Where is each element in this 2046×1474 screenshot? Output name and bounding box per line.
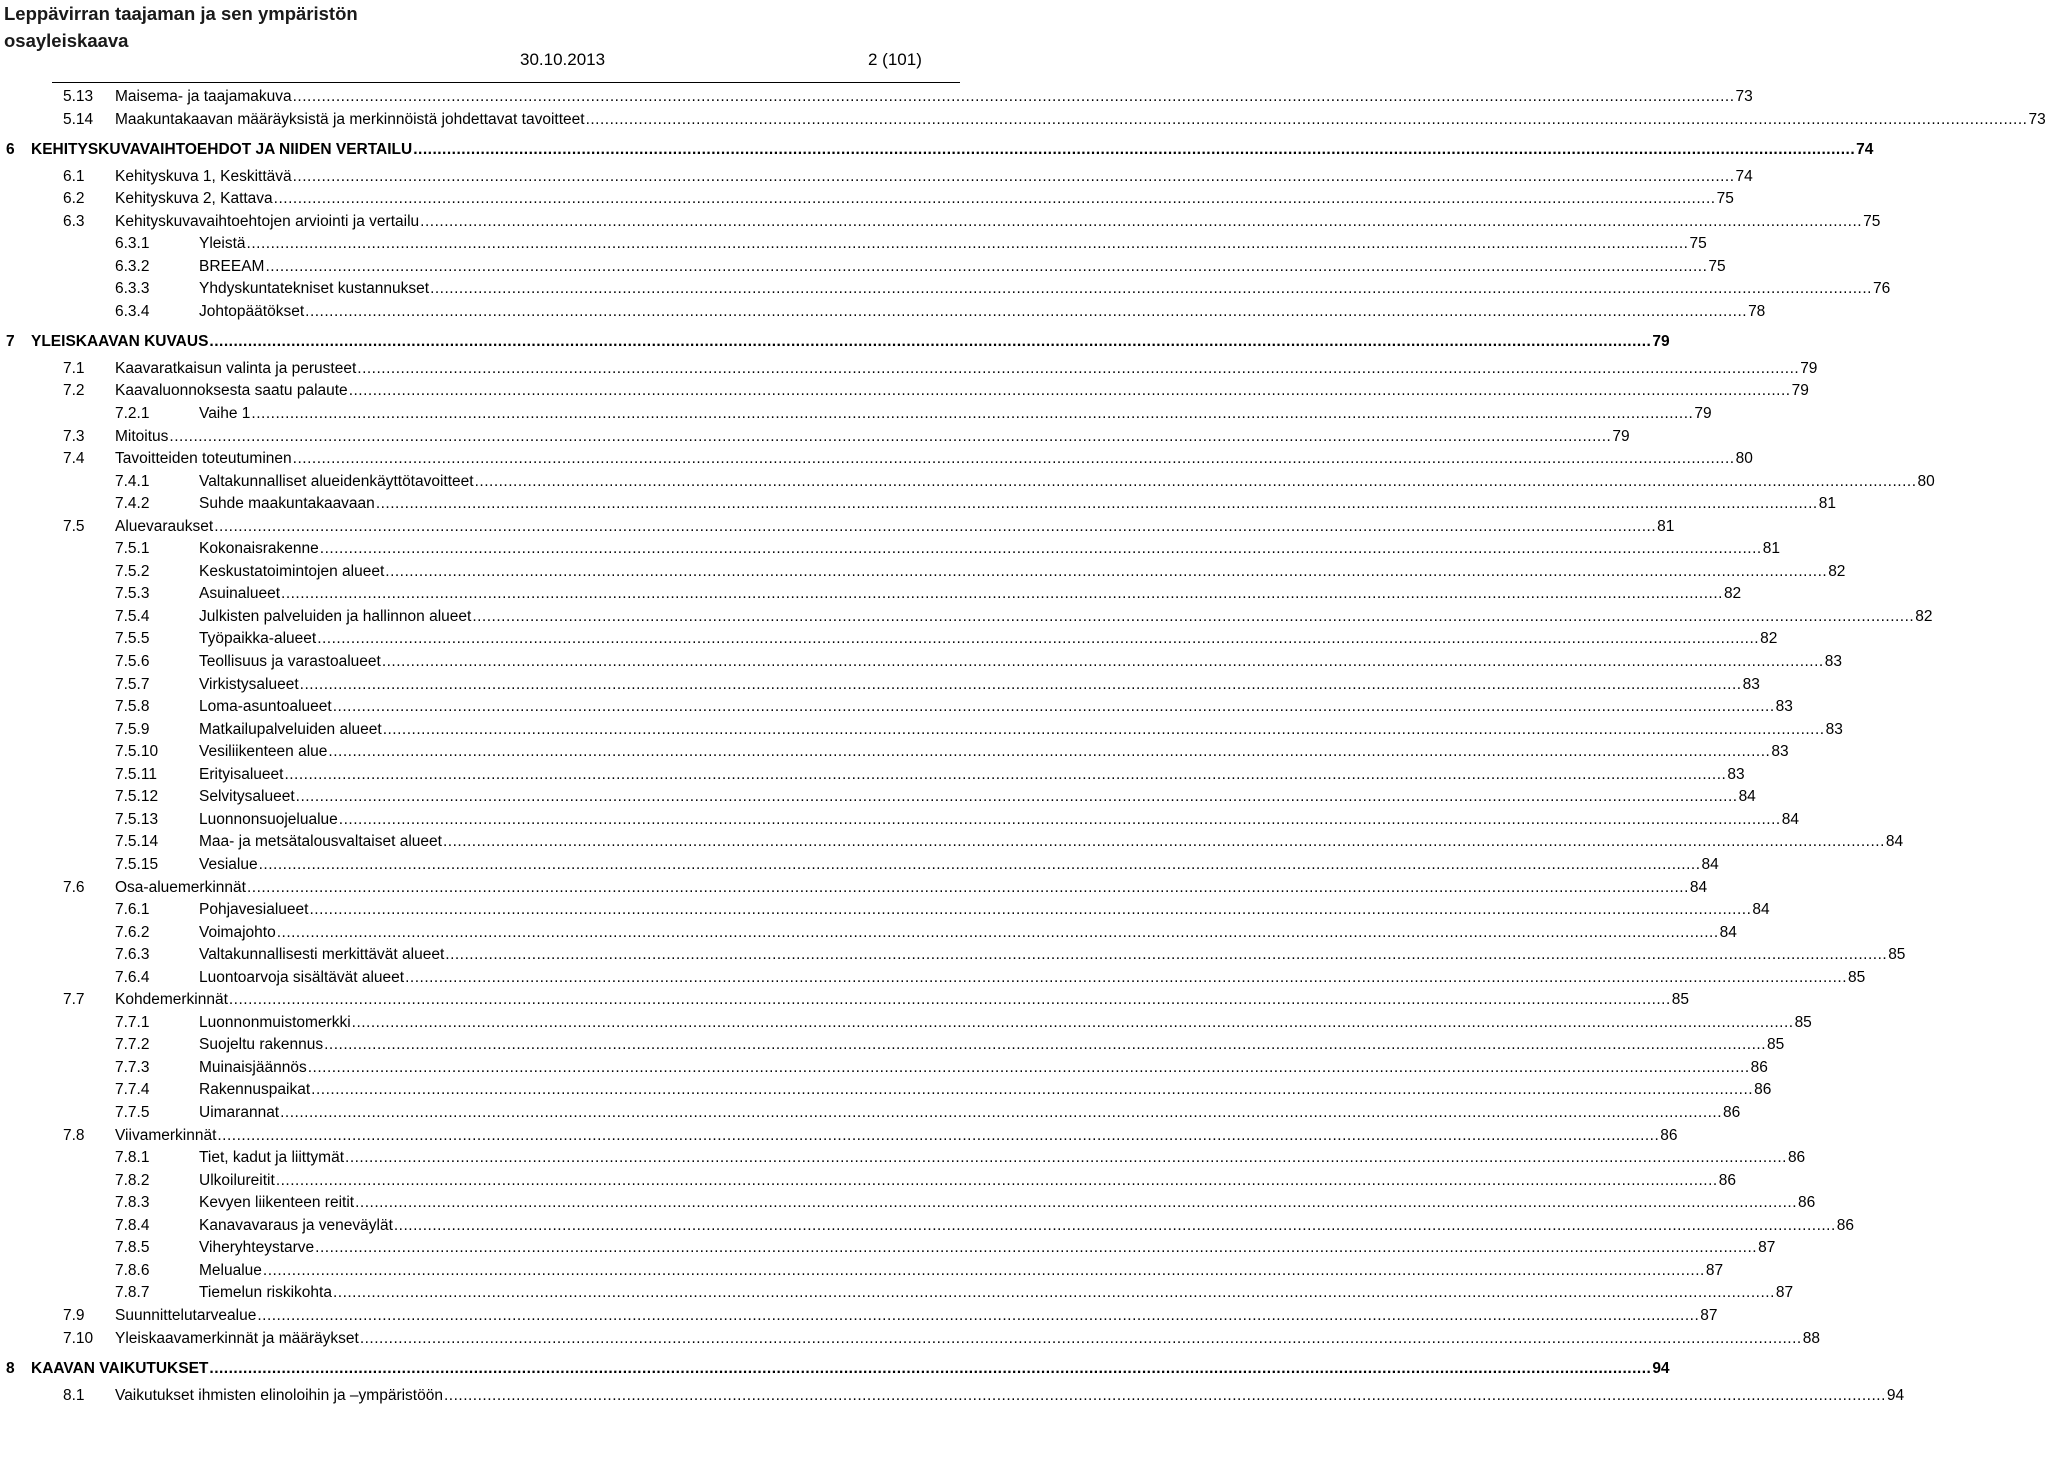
toc-entry[interactable] [0,1192,1816,1214]
toc-entry-label: Vesiliikenteen alue [199,741,328,763]
toc-entry[interactable] [0,233,1707,255]
toc-entry[interactable] [0,696,1793,718]
toc-entry-number: 7.9 [63,1306,85,1324]
toc-entry-number: 7.6 [63,878,85,896]
toc-entry[interactable] [0,989,1690,1011]
toc-leader-dots: ............................................................................................................................................................................................................................................................................................................ [472,607,1915,625]
toc-entry-number: 7.8.1 [115,1149,150,1167]
toc-entry-page: 80 [1917,471,1935,493]
toc-entry-number: 7.8.2 [115,1171,150,1189]
toc-leader-dots: ............................................................................................................................................................................................................................................................................................................ [217,1126,1660,1144]
toc-leader-dots: ............................................................................................................................................................................................................................................................................................................ [430,280,1872,298]
toc-entry-number: 6.1 [63,167,85,185]
toc-entry-label: Melualue [199,1260,263,1282]
toc-entry-page: 73 [1735,86,1753,108]
toc-entry[interactable] [0,516,1675,538]
toc-entry-page: 83 [1825,719,1843,741]
toc-entry-label: Suunnittelutarvealue [115,1305,257,1327]
toc-entry-number: 7.4.2 [115,495,150,513]
toc-leader-dots: ............................................................................................................................................................................................................................................................................................................ [315,1239,1758,1257]
toc-entry-label: Valtakunnalliset alueidenkäyttötavoitteet [199,471,475,493]
toc-entry-label: Viivamerkinnät [115,1125,217,1147]
toc-leader-dots: ............................................................................................................................................................................................................................................................................................................ [281,585,1723,603]
toc-leader-dots: ............................................................................................................................................................................................................................................................................................................ [375,495,1818,513]
toc-entry-number: 7.5.7 [115,675,150,693]
toc-entry-label: Luonnonsuojelualue [199,809,339,831]
toc-entry[interactable] [0,1328,1820,1350]
toc-entry[interactable] [0,944,1906,966]
toc-entry-page: 79 [1791,380,1809,402]
toc-entry-page: 87 [1705,1260,1723,1282]
toc-entry-label: Yhdyskuntatekniset kustannukset [199,278,430,300]
toc-entry[interactable] [0,301,1766,323]
toc-leader-dots: ............................................................................................................................................................................................................................................................................................................ [420,212,1863,230]
toc-entry[interactable] [0,809,1799,831]
toc-entry[interactable] [0,583,1742,605]
toc-entry-page: 83 [1770,741,1788,763]
toc-leader-dots: ............................................................................................................................................................................................................................................................................................................ [311,1081,1754,1099]
toc-entry-number: 7.2 [63,382,85,400]
toc-entry[interactable] [0,561,1846,583]
toc-entry-page: 86 [1797,1192,1815,1214]
toc-leader-dots: ............................................................................................................................................................................................................................................................................................................ [474,472,1917,490]
toc-leader-dots: ............................................................................................................................................................................................................................................................................................................ [262,1261,1705,1279]
toc-entry-number: 6.3 [63,212,85,230]
toc-leader-dots: ............................................................................................................................................................................................................................................................................................................ [209,333,1652,351]
header-divider [52,82,960,83]
toc-entry-label: Aluevaraukset [115,516,214,538]
toc-entry-number: 6.2 [63,190,85,208]
toc-entry-number: 5.14 [63,110,94,128]
toc-leader-dots: ............................................................................................................................................................................................................................................................................................................ [284,765,1727,783]
toc-entry-label: Yleistä [199,233,247,255]
toc-entry-label: Yleiskaavamerkinnät ja määräykset [115,1328,360,1350]
toc-entry-label: Viheryhteystarve [199,1237,315,1259]
toc-entry-label: Selvitysalueet [199,786,296,808]
toc-leader-dots: ............................................................................................................................................................................................................................................................................................................ [251,404,1694,422]
toc-leader-dots: ............................................................................................................................................................................................................................................................................................................ [585,110,2028,128]
toc-entry-page: 86 [1659,1125,1677,1147]
toc-entry[interactable] [0,211,1881,233]
toc-entry-label: Luontoarvoja sisältävät alueet [199,967,405,989]
toc-entry-label: Rakennuspaikat [199,1079,311,1101]
toc-entry-label: Muinaisjäännös [199,1057,308,1079]
toc-entry-page: 82 [1914,606,1932,628]
toc-entry-number: 6.3.3 [115,280,150,298]
toc-entry-number: 7.5.4 [115,607,150,625]
toc-entry[interactable] [0,764,1745,786]
toc-entry[interactable] [0,1147,1806,1169]
toc-leader-dots: ............................................................................................................................................................................................................................................................................................................ [357,359,1800,377]
toc-entry[interactable] [0,358,1818,380]
toc-entry-label: Kehityskuvavaihtoehtojen arviointi ja vertailu [115,211,420,233]
toc-leader-dots: ............................................................................................................................................................................................................................................................................................................ [169,427,1612,445]
toc-entry-label: Julkisten palveluiden ja hallinnon alueet [199,606,472,628]
toc-entry-label: Maa- ja metsätalousvaltaiset alueet [199,831,443,853]
toc-entry[interactable] [0,651,1842,673]
toc-leader-dots: ............................................................................................................................................................................................................................................................................................................ [385,562,1828,580]
toc-entry-page: 85 [1847,967,1865,989]
toc-entry-page: 75 [1716,188,1734,210]
toc-entry[interactable] [0,1215,1855,1237]
toc-entry-number: 7.7.4 [115,1081,150,1099]
toc-entry-page: 81 [1656,516,1674,538]
toc-entry-label: Suhde maakuntakaavaan [199,493,376,515]
toc-leader-dots: ............................................................................................................................................................................................................................................................................................................ [405,968,1848,986]
toc-leader-dots: ............................................................................................................................................................................................................................................................................................................ [257,1306,1700,1324]
toc-entry-number: 7.10 [63,1329,94,1347]
toc-entry-page: 79 [1693,403,1711,425]
toc-leader-dots: ............................................................................................................................................................................................................................................................................................................ [307,1058,1750,1076]
toc-entry-number: 5.13 [63,88,94,105]
toc-entry-page: 81 [1818,493,1836,515]
toc-entry-label: Kanavavaraus ja veneväylät [199,1215,394,1237]
toc-entry-label: Tavoitteiden toteutuminen [115,448,293,470]
toc-leader-dots: ............................................................................................................................................................................................................................................................................................................ [324,1036,1767,1054]
toc-entry-number: 7.8.4 [115,1216,150,1234]
toc-entry-page: 82 [1723,583,1741,605]
toc-leader-dots: ............................................................................................................................................................................................................................................................................................................ [275,1171,1718,1189]
toc-entry-number: 7.8.6 [115,1261,150,1279]
toc-entry-label: Kaavaratkaisun valinta ja perusteet [115,358,357,380]
toc-entry-label: Ulkoilureitit [199,1170,276,1192]
toc-leader-dots: ............................................................................................................................................................................................................................................................................................................ [209,1360,1652,1377]
toc-entry-number: 7.7.1 [115,1013,150,1031]
toc-entry-number: 7 [6,333,15,351]
toc-entry-number: 7.8.3 [115,1194,150,1212]
toc-entry[interactable] [0,426,1630,448]
toc-entry-label: Asuinalueet [199,583,281,605]
toc-entry[interactable] [0,538,1780,560]
toc-leader-dots: ............................................................................................................................................................................................................................................................................................................ [338,810,1781,828]
toc-entry-page: 85 [1887,944,1905,966]
toc-leader-dots: ............................................................................................................................................................................................................................................................................................................ [292,88,1735,105]
toc-entry-page: 83 [1775,696,1793,718]
toc-entry[interactable] [0,967,1866,989]
toc-leader-dots: ............................................................................................................................................................................................................................................................................................................ [309,901,1752,919]
toc-entry-page: 85 [1766,1034,1784,1056]
toc-entry-page: 75 [1862,211,1880,233]
toc-entry-label: Valtakunnallisesti merkittävät alueet [199,944,445,966]
toc-entry-number: 7.4 [63,450,85,468]
toc-entry-page: 94 [1886,1385,1904,1407]
toc-entry-number: 7.6.3 [115,946,150,964]
toc-entry[interactable] [0,1125,1678,1147]
toc-entry-label: Maakuntakaavan määräyksistä ja merkinnöistä johdettavat tavoitteet [115,109,586,131]
document-title-line1: Leppävirran taajaman ja sen ympäristön [4,3,358,24]
toc-entry[interactable] [0,1079,1772,1101]
toc-leader-dots: ............................................................................................................................................................................................................................................................................................................ [214,517,1657,535]
toc-leader-dots: ............................................................................................................................................................................................................................................................................................................ [445,946,1888,964]
toc-leader-dots: ............................................................................................................................................................................................................................................................................................................ [382,720,1825,738]
toc-leader-dots: ............................................................................................................................................................................................................................................................................................................ [280,1104,1723,1121]
toc-entry[interactable] [0,899,1770,921]
toc-leader-dots: ............................................................................................................................................................................................................................................................................................................ [292,450,1735,468]
toc-entry-page: 82 [1827,561,1845,583]
toc-entry-page: 83 [1726,764,1744,786]
toc-entry-page: 87 [1699,1305,1717,1327]
document-title [4,0,504,54]
toc-entry-number: 7.5.12 [115,788,159,806]
toc-entry-number: 8.1 [63,1386,85,1404]
toc-entry-number: 6.3.1 [115,235,150,253]
toc-entry-number: 7.5.2 [115,562,150,580]
toc-leader-dots: ............................................................................................................................................................................................................................................................................................................ [442,833,1885,851]
toc-entry-page: 74 [1855,139,1873,161]
page-number: 2 (101) [868,50,922,69]
toc-entry-number: 7.6.2 [115,923,150,941]
document-title-line2: osayleiskaava [4,30,129,51]
toc-entry-page: 87 [1757,1237,1775,1259]
toc-entry-page: 84 [1701,854,1719,876]
toc-entry[interactable] [0,1260,1724,1282]
toc-entry[interactable] [0,1237,1776,1259]
toc-entry-number: 6.3.4 [115,302,150,320]
toc-entry-page: 84 [1751,899,1769,921]
toc-entry-label: Matkailupalveluiden alueet [199,719,383,741]
toc-entry-label: Maisema- ja taajamakuva [115,86,293,108]
toc-entry[interactable] [0,188,1734,210]
toc-entry[interactable] [0,1385,1905,1407]
toc-entry-label: BREEAM [199,256,265,278]
toc-leader-dots: ............................................................................................................................................................................................................................................................................................................ [393,1216,1836,1234]
toc-entry-page: 78 [1747,301,1765,323]
toc-leader-dots: ............................................................................................................................................................................................................................................................................................................ [413,141,1856,159]
toc-entry-page: 88 [1802,1328,1820,1350]
toc-entry-label: Tiemelun riskikohta [199,1282,333,1304]
toc-leader-dots: ............................................................................................................................................................................................................................................................................................................ [443,1386,1886,1404]
toc-entry[interactable] [0,471,1935,493]
toc-entry-label: Osa-aluemerkinnät [115,877,247,899]
toc-entry-page: 73 [2027,109,2045,131]
toc-entry-page: 86 [1787,1147,1805,1169]
toc-entry-number: 7.7.3 [115,1058,150,1076]
toc-entry[interactable] [0,1034,1785,1056]
toc-entry-page: 82 [1759,628,1777,650]
toc-entry-label: Kehityskuva 1, Keskittävä [115,166,293,188]
toc-entry-number: 7.2.1 [115,404,150,422]
toc-entry-label: Kokonaisrakenne [199,538,320,560]
toc-leader-dots: ............................................................................................................................................................................................................................................................................................................ [292,167,1735,185]
toc-leader-dots: ............................................................................................................................................................................................................................................................................................................ [295,788,1738,806]
toc-entry[interactable] [0,674,1760,696]
toc-entry-label: Teollisuus ja varastoalueet [199,651,382,673]
toc-entry[interactable] [0,256,1726,278]
toc-entry-label: Kehityskuva 2, Kattava [115,188,274,210]
toc-entry-number: 7.5.15 [115,855,159,873]
toc-entry-page: 83 [1742,674,1760,696]
toc-entry-label: Vaikutukset ihmisten elinoloihin ja –ympäristöön [115,1385,444,1407]
toc-leader-dots: ............................................................................................................................................................................................................................................................................................................ [317,630,1760,648]
toc-entry-page: 87 [1775,1282,1793,1304]
toc-entry-label: Luonnonmuistomerkki [199,1012,352,1034]
toc-entry[interactable] [0,139,1874,161]
toc-entry[interactable] [0,741,1789,763]
toc-entry[interactable] [0,877,1708,899]
toc-entry-page: 81 [1762,538,1780,560]
toc-entry-label: Keskustatoimintojen alueet [199,561,385,583]
document-date: 30.10.2013 [520,50,606,69]
toc-entry-label: Kevyen liikenteen reitit [199,1192,355,1214]
toc-entry-page: 86 [1836,1215,1854,1237]
toc-entry-number: 7.3 [63,427,85,445]
toc-entry[interactable] [0,1012,1812,1034]
toc-entry-number: 7.5.13 [115,810,159,828]
toc-leader-dots: ............................................................................................................................................................................................................................................................................................................ [332,1284,1775,1302]
toc-entry-label: Loma-asuntoalueet [199,696,333,718]
toc-leader-dots: ............................................................................................................................................................................................................................................................................................................ [246,235,1689,253]
toc-entry-label: KAAVAN VAIKUTUKSET [31,1358,209,1380]
toc-entry-number: 7.7.2 [115,1036,150,1054]
toc-entry[interactable] [0,786,1756,808]
toc-entry[interactable] [0,922,1737,944]
toc-entry-page: 79 [1651,331,1669,353]
toc-entry[interactable] [0,1102,1741,1124]
toc-entry-label: Kaavaluonnoksesta saatu palaute [115,380,349,402]
toc-entry-number: 7.6.1 [115,901,150,919]
toc-entry-number: 7.7.5 [115,1104,150,1121]
toc-entry-page: 80 [1735,448,1753,470]
toc-entry-label: Suojeltu rakennus [199,1034,324,1056]
toc-entry[interactable] [0,448,1753,470]
toc-leader-dots: ............................................................................................................................................................................................................................................................................................................ [276,923,1719,941]
toc-entry[interactable] [0,109,2046,131]
toc-entry-number: 8 [6,1360,15,1377]
toc-entry[interactable] [0,493,1836,515]
toc-entry-page: 84 [1719,922,1737,944]
toc-leader-dots: ............................................................................................................................................................................................................................................................................................................ [355,1194,1798,1212]
toc-entry-number: 6 [6,141,15,159]
toc-leader-dots: ............................................................................................................................................................................................................................................................................................................ [345,1149,1787,1167]
toc-leader-dots: ............................................................................................................................................................................................................................................................................................................ [258,855,1701,873]
toc-entry-number: 7.5.14 [115,833,159,851]
toc-entry[interactable] [0,331,1670,353]
toc-entry[interactable] [0,86,1753,108]
toc-entry-label: Vesialue [199,854,259,876]
toc-entry[interactable] [0,854,1719,876]
toc-entry[interactable] [0,628,1778,650]
toc-entry-page: 84 [1738,786,1756,808]
toc-entry-label: Tiet, kadut ja liittymät [199,1147,345,1169]
toc-leader-dots: ............................................................................................................................................................................................................................................................................................................ [351,1013,1794,1031]
toc-entry-number: 6.3.2 [115,257,150,275]
toc-entry-page: 75 [1707,256,1725,278]
toc-leader-dots: ............................................................................................................................................................................................................................................................................................................ [348,382,1791,400]
toc-leader-dots: ............................................................................................................................................................................................................................................................................................................ [265,257,1708,275]
toc-leader-dots: ............................................................................................................................................................................................................................................................................................................ [305,302,1748,320]
toc-entry-label: Vaihe 1 [199,403,251,425]
toc-entry-label: Johtopäätökset [199,301,305,323]
toc-leader-dots: ............................................................................................................................................................................................................................................................................................................ [319,540,1762,558]
toc-entry-page: 85 [1671,989,1689,1011]
toc-entry-page: 74 [1735,166,1753,188]
toc-entry[interactable] [0,606,1933,628]
toc-entry[interactable] [0,1170,1736,1192]
toc-entry-label: Työpaikka-alueet [199,628,317,650]
toc-entry-page: 86 [1750,1057,1768,1079]
toc-entry[interactable] [0,166,1753,188]
toc-entry[interactable] [0,1057,1768,1079]
toc-entry[interactable] [0,1282,1794,1304]
toc-entry-label: Virkistysalueet [199,674,300,696]
toc-entry-label: Mitoitus [115,426,169,448]
toc-entry-page: 84 [1689,877,1707,899]
toc-entry-page: 85 [1794,1012,1812,1034]
toc-entry-number: 7.5.3 [115,585,150,603]
toc-entry-number: 7.8 [63,1126,85,1144]
toc-entry[interactable] [0,831,1904,853]
toc-entry-page: 84 [1781,809,1799,831]
toc-entry-number: 7.5.9 [115,720,150,738]
toc-entry-number: 7.5.10 [115,743,159,761]
toc-entry-number: 7.7 [63,991,85,1009]
toc-entry-label: Uimarannat [199,1102,280,1124]
toc-entry-number: 7.5.6 [115,653,150,670]
toc-entry-label: Voimajohto [199,922,277,944]
toc-entry-page: 94 [1651,1358,1669,1380]
toc-entry-number: 7.5.11 [115,765,157,783]
toc-entry-label: Erityisalueet [199,764,284,786]
toc-leader-dots: ............................................................................................................................................................................................................................................................................................................ [273,190,1716,208]
toc-entry-page: 79 [1799,358,1817,380]
toc-entry-page: 86 [1722,1102,1740,1124]
toc-leader-dots: ............................................................................................................................................................................................................................................................................................................ [359,1329,1802,1347]
toc-leader-dots: ............................................................................................................................................................................................................................................................................................................ [328,743,1771,761]
toc-leader-dots: ............................................................................................................................................................................................................................................................................................................ [299,675,1742,693]
toc-entry-page: 86 [1718,1170,1736,1192]
toc-leader-dots: ............................................................................................................................................................................................................................................................................................................ [381,653,1824,670]
toc-entry-label: YLEISKAAVAN KUVAUS [31,331,209,353]
toc-leader-dots: ............................................................................................................................................................................................................................................................................................................ [332,698,1775,716]
toc-entry-page: 76 [1872,278,1890,300]
toc-entry-number: 7.4.1 [115,472,150,490]
toc-entry-number: 7.1 [63,359,85,377]
toc-entry-page: 75 [1688,233,1706,255]
toc-entry-page: 83 [1824,651,1842,673]
toc-entry[interactable] [0,278,1891,300]
toc-entry-label: Kohdemerkinnät [115,989,229,1011]
toc-entry-label: KEHITYSKUVAVAIHTOEHDOT JA NIIDEN VERTAILU [31,139,413,161]
toc-entry-page: 84 [1885,831,1903,853]
toc-entry[interactable] [0,380,1809,402]
toc-entry[interactable] [0,1358,1670,1380]
toc-entry[interactable] [0,403,1712,425]
toc-entry-number: 7.5.5 [115,630,150,648]
toc-entry-page: 86 [1753,1079,1771,1101]
toc-entry-page: 79 [1611,426,1629,448]
toc-entry-number: 7.6.4 [115,968,150,986]
toc-entry-number: 7.5 [63,517,85,535]
toc-entry-label: Pohjavesialueet [199,899,309,921]
toc-leader-dots: ............................................................................................................................................................................................................................................................................................................ [246,878,1689,896]
toc-leader-dots: ............................................................................................................................................................................................................................................................................................................ [228,991,1671,1009]
toc-entry[interactable] [0,719,1843,741]
toc-entry-number: 7.8.7 [115,1284,150,1302]
toc-entry-number: 7.5.8 [115,698,150,716]
toc-entry[interactable] [0,1305,1718,1327]
toc-entry-number: 7.8.5 [115,1239,150,1257]
toc-entry-number: 7.5.1 [115,540,150,558]
